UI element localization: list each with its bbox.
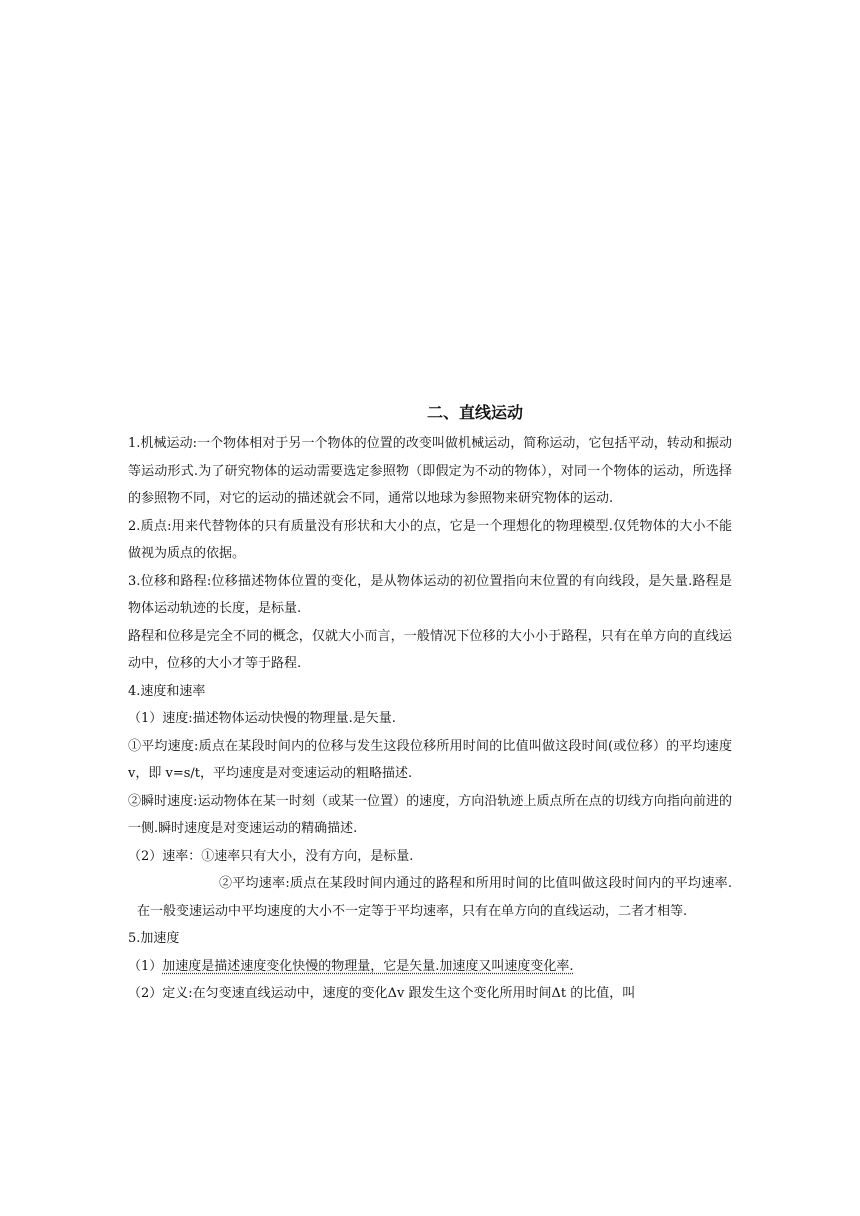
paragraph-acceleration-definition: （2）定义:在匀变速直线运动中，速度的变化Δv 跟发生这个变化所用时间Δt 的比值，叫 xyxy=(128,986,636,1001)
paragraph-average-velocity: ①平均速度:质点在某段时间内的位移与发生这段位移所用时间的比值叫做这段时间(或位移）的平均速度 v，即 v=s/t，平均速度是对变速运动的粗略描述. xyxy=(128,738,732,781)
paragraph-mechanical-motion: 1.机械运动:一个物体相对于另一个物体的位置的改变叫做机械运动，简称运动，它包括平动，转动和振动等运动形式.为了研究物体的运动需要选定参照物（即假定为不动的物体），对同一个物体的运动，所选择的参照物不同，对它的运动的描述就会不同，通常以地球为参照物来研究物体的运动. xyxy=(128,436,732,506)
paragraph-average-speed: ②平均速率:质点在某段时间内通过的路程和所用时间的比值叫做这段时间内的平均速率.在一般变速运动中平均速度的大小不一定等于平均速率，只有在单方向的直线运动，二者才相等. xyxy=(137,876,732,919)
paragraph-path-vs-displacement: 路程和位移是完全不同的概念，仅就大小而言，一般情况下位移的大小小于路程，只有在单方向的直线运动中，位移的大小才等于路程. xyxy=(128,628,732,671)
heading-velocity-and-speed: 4.速度和速率 xyxy=(128,683,206,699)
paragraph-particle: 2.质点:用来代替物体的只有质量没有形状和大小的点，它是一个理想化的物理模型.仅凭物体的大小不能做视为质点的依据。 xyxy=(128,518,732,561)
item-number: （1） xyxy=(128,958,163,974)
paragraph-acceleration-description xyxy=(128,953,732,981)
paragraph-displacement-and-path: 3.位移和路程:位移描述物体位置的变化，是从物体运动的初位置指向末位置的有向线段，是矢量.路程是物体运动轨迹的长度，是标量. xyxy=(128,573,732,616)
paragraph-speed: （2）速率：①速率只有大小，没有方向，是标量. xyxy=(128,848,414,864)
section-title: 二、直线运动 xyxy=(426,403,523,422)
underlined-text: 加速度是描述速度变化快慢的物理量，它是矢量.加速度又叫速度变化率. xyxy=(162,958,574,974)
paragraph-velocity: （1）速度:描述物体运动快慢的物理量.是矢量. xyxy=(128,711,396,726)
heading-acceleration: 5.加速度 xyxy=(128,931,180,946)
paragraph-instantaneous-velocity: ②瞬时速度:运动物体在某一时刻（或某一位置）的速度，方向沿轨迹上质点所在点的切线方向指向前进的一侧.瞬时速度是对变速运动的精确描述. xyxy=(128,793,732,836)
document-body xyxy=(128,430,732,1008)
